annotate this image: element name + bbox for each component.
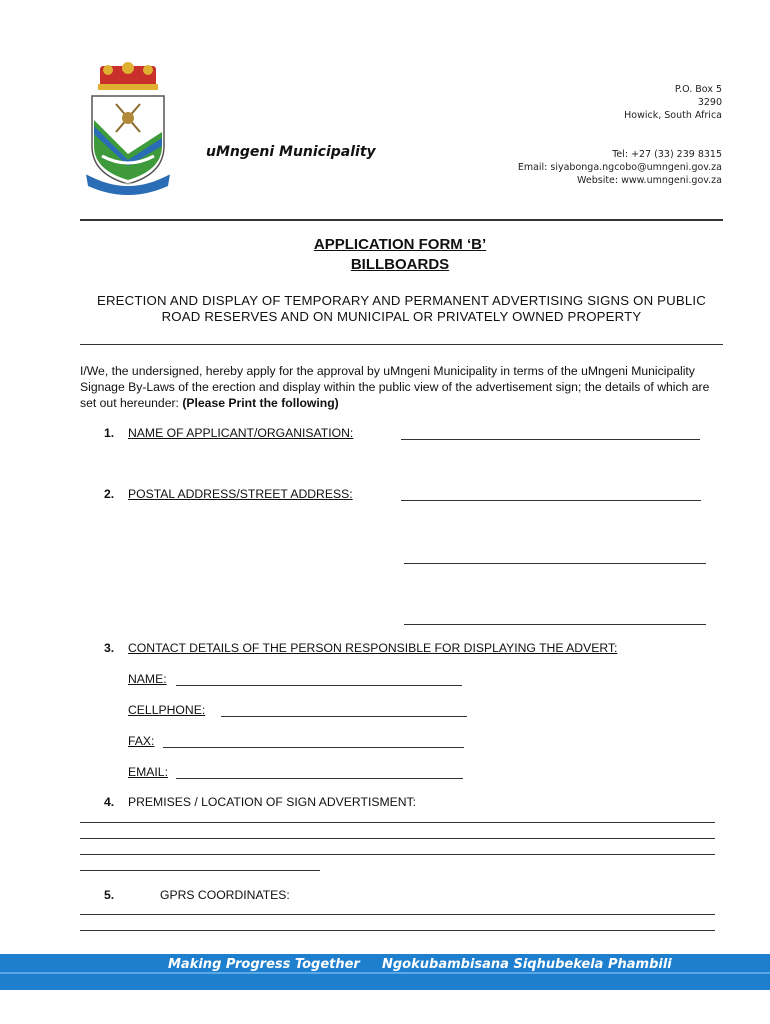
contact-block: [518, 148, 722, 187]
question-number: 4.: [104, 795, 115, 809]
municipality-name: uMngeni Municipality: [206, 144, 376, 160]
email-field[interactable]: [176, 778, 463, 779]
intro-text: I/We, the undersigned, hereby apply for the approval by uMngeni Municipality in terms of the uMngeni Municipality Signage By-Laws of the erection and display within the public view of the advertisement sign; the details of which are set out hereunder:: [80, 364, 710, 410]
question-label: PREMISES / LOCATION OF SIGN ADVERTISMENT:: [128, 795, 417, 809]
contact-name-label: NAME:: [128, 672, 167, 686]
question-2: [104, 487, 353, 501]
cellphone-label: CELLPHONE:: [128, 703, 206, 717]
contact-name-field[interactable]: [176, 685, 462, 686]
question-4: [104, 795, 416, 809]
question-label: NAME OF APPLICANT/ORGANISATION:: [128, 426, 354, 440]
gprs-field-line-1[interactable]: [80, 914, 715, 915]
address-line: 3290: [697, 97, 722, 108]
address-field-line-2[interactable]: [404, 563, 706, 564]
question-number: 2.: [104, 487, 115, 501]
question-number: 1.: [104, 426, 115, 440]
header-divider: [80, 219, 723, 221]
address-field-line-3[interactable]: [404, 624, 706, 625]
address-field-line-1[interactable]: [401, 500, 701, 501]
municipality-logo: [80, 62, 176, 198]
question-number: 5.: [104, 888, 115, 902]
fax-field[interactable]: [163, 747, 464, 748]
email-link[interactable]: Email: siyabonga.ngcobo@umngeni.gov.za: [517, 162, 722, 173]
address-line: Howick, South Africa: [624, 110, 722, 121]
footer-motto-english: Making Progress Together: [168, 957, 360, 972]
cellphone-field[interactable]: [221, 716, 467, 717]
footer-motto-zulu: Ngokubambisana Siqhubekela Phambili: [382, 957, 672, 972]
premises-field-line-2[interactable]: [80, 838, 715, 839]
premises-field-line-1[interactable]: [80, 822, 715, 823]
applicant-name-field[interactable]: [401, 439, 700, 440]
premises-field-line-4[interactable]: [80, 870, 320, 871]
question-1: [104, 426, 353, 440]
form-title: APPLICATION FORM ‘B’: [313, 236, 487, 253]
section-divider: [80, 344, 723, 345]
premises-field-line-3[interactable]: [80, 854, 715, 855]
form-subtitle: BILLBOARDS: [350, 256, 450, 273]
telephone: Tel: +27 (33) 239 8315: [612, 149, 722, 160]
gprs-field-line-2[interactable]: [80, 930, 715, 931]
question-number: 3.: [104, 641, 115, 655]
question-label: GPRS COORDINATES:: [160, 888, 290, 902]
question-label: CONTACT DETAILS OF THE PERSON RESPONSIBLE FOR DISPLAYING THE ADVERT:: [128, 641, 618, 655]
footer-stripe: [0, 972, 770, 974]
website-link[interactable]: Website: www.umngeni.gov.za: [577, 175, 722, 186]
intro-paragraph: [80, 363, 725, 411]
address-line: P.O. Box 5: [674, 84, 722, 95]
intro-emphasis: (Please Print the following): [182, 396, 339, 410]
fax-label: FAX:: [128, 734, 155, 748]
email-label: EMAIL:: [128, 765, 168, 779]
question-3: [104, 641, 617, 655]
question-label: POSTAL ADDRESS/STREET ADDRESS:: [128, 487, 353, 501]
question-5: [104, 888, 290, 902]
form-description: ERECTION AND DISPLAY OF TEMPORARY AND PERMANENT ADVERTISING SIGNS ON PUBLIC ROAD RESERVES AND ON MUNICIPAL OR PRIVATELY OWNED PROPERTY: [96, 293, 707, 324]
postal-address-block: [624, 83, 722, 122]
